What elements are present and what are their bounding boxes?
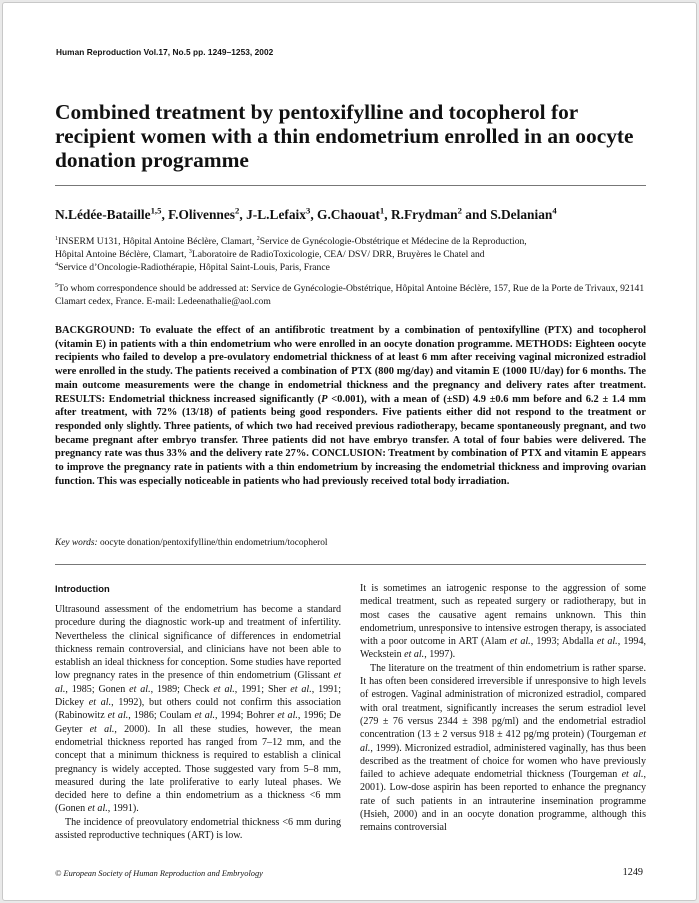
body-paragraph: The incidence of preovulatory endometrial thickness <6 mm during assisted reproductive techniques (ART) is low. (55, 816, 341, 842)
correspondence-note: $^5$To whom correspondence should be addressed at: Service de Gynécologie-Obstétrique, Hôpital Antoine Béclère, 157, Rue de la Porte de Trivaux, 92141 Clamart cedex, France. E-mail: Ledeenathalie@aol.com (55, 281, 645, 307)
body-column-left (55, 582, 341, 842)
affiliation-line: Hôpital Antoine Béclère, Clamart, $^3$Laboratoire de RadioToxicologie, CEA/ DSV/ DRR, Bruyères le Chatel and (55, 247, 485, 260)
author: J-L.Lefaix$^3$, (246, 205, 318, 222)
section-heading: Introduction (55, 583, 110, 594)
article-title: Combined treatment by pentoxifylline and tocopherol for recipient women with a thin endometrium enrolled in an oocyte donation programme (55, 100, 634, 172)
keywords: Key words: oocyte donation/pentoxifylline/thin endometrium/tocopherol (55, 538, 328, 548)
affiliation-line: $^1$INSERM U131, Hôpital Antoine Béclère, Clamart, $^2$Service de Gynécologie-Obstétrique et Médecine de la Reproduction, (55, 234, 527, 247)
affiliation-line: $^4$Service d’Oncologie-Radiothérapie, Hôpital Saint-Louis, Paris, France (55, 260, 330, 273)
abstract-divider (55, 564, 646, 565)
title-divider (55, 185, 646, 186)
page-number: 1249 (622, 867, 643, 878)
abstract: BACKGROUND: To evaluate the effect of an antifibrotic treatment by a combination of pentoxifylline (PTX) and tocopherol (vitamin E) in patients with a thin endometrium who were enrolled in an oocyte donation programme. METHODS: Eighteen oocyte recipients who failed to develop a pre-ovulatory endometrial thickness of at least 6 mm after receiving vaginal micronized estradiol were enrolled in the study. The patients received a combination of PTX (800 mg/day) and vitamin E (1000 IU/day) for 6 months. The main outcome measurements were the change in endometrial thickness and the pregnancy and delivery rates after treatment. RESULTS: Endometrial thickness increased significantly (P <0.001), with a mean of (±SD) 4.9 ±0.6 mm before and 6.2 ± 1.4 mm after treatment, with 72% (13/18) of patients being good responders. Five patients either did not respond to the treatment or responded only slightly. Three patients, of which two had received previous radiotherapy, became spontaneously pregnant, and two became pregnant after embryo transfer. Three patients did not have embryo transfer. A total of four babies were delivered. The pregnancy rate was thus 33% and the delivery rate 27%. CONCLUSION: Treatment by combination of PTX and vitamin E appears to improve the pregnancy rate in patients with a thin endometrium by increasing the endometrial thickness and improving ovarian function. This was especially noticeable in patients who had previously received total body irradiation. (55, 325, 647, 487)
body-paragraph: It is sometimes an iatrogenic response to the aggression of some medical treatment, such as repeated surgery or radiotherapy, but in most cases the causative agent remains unknown. This thin endometrium, unresponsive to intensive estrogen therapy, is associated with a poor outcome in ART (Alam et al., 1993; Abdalla et al., 1994, Weckstein et al., 1997). (360, 583, 646, 661)
author: N.Lédée-Bataille$^{1,5}$, (55, 205, 169, 222)
paper-page (2, 2, 697, 901)
author: F.Olivennes$^2$, (168, 205, 247, 222)
body-column-right (360, 582, 646, 835)
author: G.Chaouat$^1$, (317, 205, 391, 222)
author: R.Frydman$^2$ and (390, 205, 491, 222)
author-list (55, 207, 655, 223)
journal-header: Human Reproduction Vol.17, No.5 pp. 1249–1253, 2002 (56, 47, 274, 57)
body-paragraph: The literature on the treatment of thin endometrium is rather sparse. It has often been considered irreversible if unresponsive to high levels of estrogen. Vaginal administration of micronized estradiol, compared with oral treatment, significantly increases the serum estradiol level (279 ± 76 versus 2344 ± 398 pg/ml) and the endometrial estradiol concentration (13 ± 2 versus 918 ± 412 pg/mg protein) (Tourgeman et al., 1999). Micronized estradiol, administered vaginally, has thus been described as the treatment of choice for women who have previously failed to achieve adequate endometrial thickness (Tourgeman et al., 2001). Low-dose aspirin has been reported to enhance the pregnancy rate of such patients in an intrauterine insemination programme (Hsieh, 2000) and in an oocyte donation programme, although this remains controversial (360, 662, 646, 834)
author: S.Delanian$^4$ (490, 205, 557, 222)
affiliations (55, 235, 655, 274)
copyright-footer: © European Society of Human Reproduction and Embryology (55, 869, 263, 878)
body-paragraph: Ultrasound assessment of the endometrium has become a standard procedure during the diagnostic work-up and treatment of infertility. Nevertheless the clinical significance of differences in endometrial thickness remain controversial, and clinicians have not been able to establish an ideal thickness for conception. Some studies have reported low pregnancy rates in the presence of thin endometrium (Glissant et al., 1985; Gonen et al., 1989; Check et al., 1991; Sher et al., 1991; Dickey et al., 1992), but others could not confirm this association (Rabinowitz et al., 1986; Coulam et al., 1994; Bohrer et al., 1996; De Geyter et al., 2000). In all these studies, however, the mean endometrial thickness reported has ranged from 7–12 mm, and the concept that a minimum thickness is required to establish a clinical pregnancy is widely accepted. Those suggested vary from 5–8 mm, measured during the late proliferative to early luteal phases. We decided here to define a thin endometrium as a thickness <6 mm (Gonen et al., 1991). (55, 604, 341, 815)
